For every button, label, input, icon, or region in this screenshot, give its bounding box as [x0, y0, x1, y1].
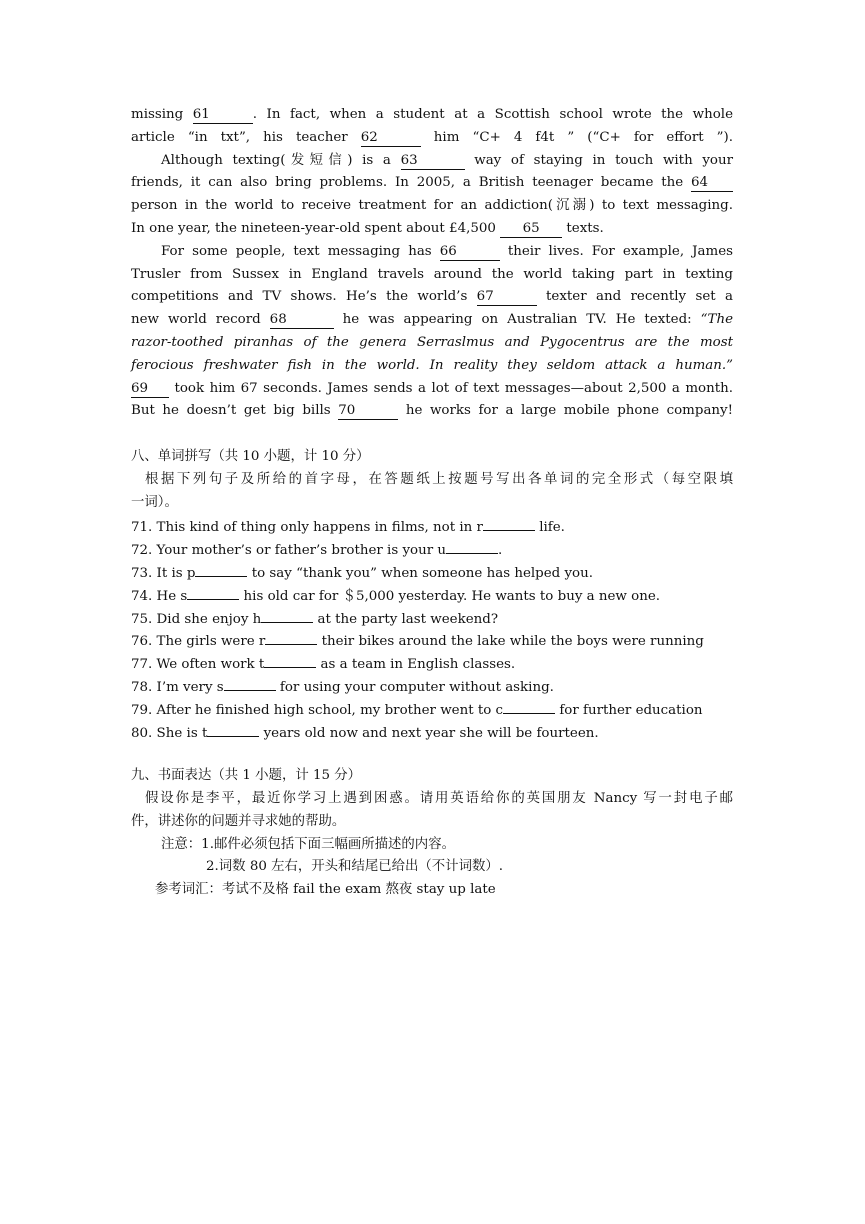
- blank-63: 63: [401, 153, 465, 170]
- answer-blank-72: [446, 537, 498, 554]
- answer-blank-76: [265, 628, 317, 645]
- answer-blank-71: [483, 514, 535, 531]
- blank-69: 69: [131, 381, 169, 398]
- answer-blank-79: [503, 697, 555, 714]
- section-8-instruction: 一词）。: [131, 494, 178, 510]
- blank-65: 65: [500, 221, 562, 238]
- question-77: 77. We often work t as a team in English classes.: [131, 651, 733, 674]
- question-79: 79. After he finished high school, my brother went to c for further education: [131, 697, 733, 720]
- blank-70: 70: [338, 403, 398, 420]
- passage-line: ferocious freshwater fish in the world. In reality they seldom attack a human.”: [131, 357, 733, 373]
- section-9-note: 注意：1.邮件必须包括下面三幅画所描述的内容。: [161, 836, 455, 852]
- blank-64: 64: [691, 175, 733, 192]
- passage-line: competitions and TV shows. He’s the world’s 67 texter and recently set a: [131, 289, 733, 305]
- question-80: 80. She is t years old now and next year she will be fourteen.: [131, 720, 733, 743]
- passage-line: Although texting(发短信) is a 63 way of staying in touch with your: [161, 152, 734, 168]
- passage-line: razor-toothed piranhas of the genera Serraslmus and Pygocentrus are the most: [131, 334, 733, 350]
- section-9-prompt: 假设你是李平，最近你学习上遇到困惑。请用英语给你的英国朋友 Nancy 写一封电子邮: [145, 790, 733, 806]
- answer-blank-78: [224, 674, 276, 691]
- exam-page: [131, 104, 733, 902]
- section-8-instruction: 根据下列句子及所给的首字母，在答题纸上按题号写出各单词的完全形式（每空限填: [145, 471, 733, 487]
- section-9-vocab: 参考词汇：考试不及格 fail the exam 熬夜 stay up late: [155, 882, 496, 898]
- answer-blank-74: [187, 583, 239, 600]
- answer-blank-80: [207, 720, 259, 737]
- answer-blank-73: [195, 560, 247, 577]
- section-9-heading: 九、书面表达（共 1 小题，计 15 分）: [131, 768, 362, 784]
- blank-67: 67: [477, 289, 537, 306]
- question-73: 73. It is p to say “thank you” when someone has helped you.: [131, 560, 733, 583]
- blank-66: 66: [440, 244, 500, 261]
- passage-line: missing 61 . In fact, when a student at a Scottish school wrote the whole: [131, 107, 733, 122]
- passage-line: Trusler from Sussex in England travels around the world taking part in texting: [131, 266, 733, 282]
- passage-line: In one year, the nineteen-year-old spent about £4,500 65 texts.: [131, 220, 604, 236]
- passage-line: article “in txt”, his teacher 62 him “C+ 4 f4t ” (“C+ for effort ”).: [131, 129, 733, 145]
- section-9-prompt: 件，讲述你的问题并寻求她的帮助。: [131, 813, 346, 829]
- section-8-heading: 八、单词拼写（共 10 小题，计 10 分）: [131, 448, 370, 464]
- passage-line: 69 took him 67 seconds. James sends a lot of text messages—about 2,500 a month.: [131, 380, 733, 396]
- question-72: 72. Your mother’s or father’s brother is your u .: [131, 537, 733, 560]
- answer-blank-75: [261, 606, 313, 623]
- passage-line: For some people, text messaging has 66 their lives. For example, James: [161, 243, 734, 259]
- question-76: 76. The girls were r their bikes around the lake while the boys were running: [131, 628, 733, 651]
- answer-blank-77: [264, 651, 316, 668]
- section-9-note: 2.词数 80 左右，开头和结尾已给出（不计词数）.: [206, 859, 504, 875]
- passage-line: friends, it can also bring problems. In 2005, a British teenager became the 64: [131, 172, 733, 195]
- question-74: 74. He s his old car for ＄5,000 yesterday. He wants to buy a new one.: [131, 583, 733, 606]
- blank-61: 61: [193, 107, 253, 124]
- passage-line: person in the world to receive treatment for an addiction(沉溺) to text messaging.: [131, 198, 733, 214]
- blank-68: 68: [270, 312, 334, 329]
- question-75: 75. Did she enjoy h at the party last weekend?: [131, 606, 733, 629]
- passage-line: But he doesn’t get big bills 70 he works for a large mobile phone company!: [131, 403, 733, 419]
- blank-62: 62: [361, 130, 421, 147]
- question-71: 71. This kind of thing only happens in films, not in r life.: [131, 514, 733, 537]
- question-78: 78. I’m very s for using your computer without asking.: [131, 674, 733, 697]
- passage-line: new world record 68 he was appearing on Australian TV. He texted: “The: [131, 312, 733, 328]
